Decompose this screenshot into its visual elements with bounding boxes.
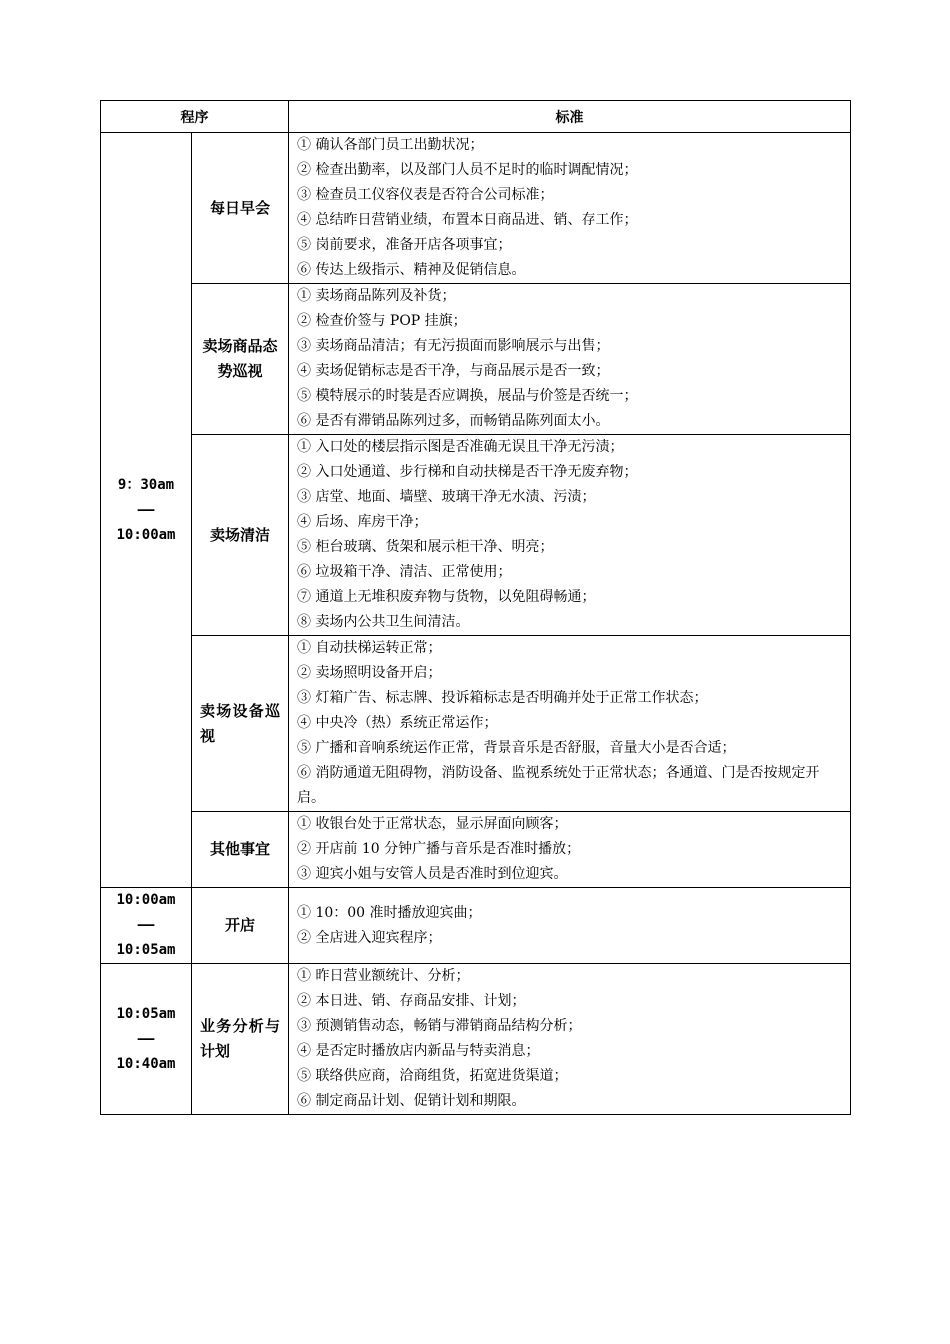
table-body — [101, 133, 851, 1115]
standard-item: ③ 检查员工仪容仪表是否符合公司标准； — [297, 187, 554, 203]
standard-item: ⑤ 模特展示的时装是否应调换，展品与价签是否统一； — [297, 388, 638, 404]
standard-cell — [289, 636, 851, 812]
standard-item: ① 入口处的楼层指示图是否准确无误且干净无污渍； — [297, 439, 624, 455]
standard-item: ④ 总结昨日营销业绩，布置本日商品进、销、存工作； — [297, 212, 638, 228]
header-standard: 标准 — [289, 101, 851, 133]
standard-cell — [289, 435, 851, 636]
standard-item: ① 卖场商品陈列及补货； — [297, 288, 456, 304]
standard-cell — [289, 812, 851, 888]
standard-item: ① 昨日营业额统计、分析； — [297, 968, 470, 984]
procedure-table — [100, 100, 851, 1115]
standard-item: ⑤ 广播和音响系统运作正常，背景音乐是否舒服，音量大小是否合适； — [297, 740, 736, 756]
category-cell: 业务分析与计划 — [192, 964, 289, 1115]
standard-cell — [289, 964, 851, 1115]
standard-item: ④ 后场、库房干净； — [297, 514, 428, 530]
standard-item: ③ 迎宾小姐与安管人员是否准时到位迎宾。 — [297, 866, 568, 882]
time-end: 10:40am — [116, 1055, 176, 1072]
time-start: 10:05am — [116, 1005, 176, 1022]
standard-item: ② 全店进入迎宾程序； — [297, 929, 442, 946]
standard-item: ⑥ 是否有滞销品陈列过多，而畅销品陈列面太小。 — [297, 413, 610, 429]
standard-cell — [289, 284, 851, 435]
time-end: 10:05am — [116, 942, 176, 958]
standard-cell — [289, 133, 851, 284]
time-dash: —— — [137, 1030, 155, 1047]
table-row — [101, 435, 851, 636]
standard-item: ① 收银台处于正常状态，显示屏面向顾客； — [297, 816, 568, 832]
standard-item: ② 本日进、销、存商品安排、计划； — [297, 993, 526, 1009]
standard-item: ③ 灯箱广告、标志牌、投诉箱标志是否明确并处于正常工作状态； — [297, 690, 708, 706]
standard-item: ⑦ 通道上无堆积废弃物与货物，以免阻碍畅通； — [297, 589, 596, 605]
table-row — [101, 636, 851, 812]
time-dash: —— — [137, 501, 155, 518]
category-cell: 其他事宜 — [192, 812, 289, 888]
time-range-cell — [101, 133, 192, 888]
standard-item: ③ 卖场商品清洁；有无污损面而影响展示与出售； — [297, 338, 610, 354]
standard-item: ② 开店前 10 分钟广播与音乐是否准时播放； — [297, 841, 581, 857]
table-row — [101, 133, 851, 284]
standard-item: ⑤ 岗前要求，准备开店各项事宜； — [297, 237, 512, 253]
standard-item: ④ 中央冷（热）系统正常运作； — [297, 715, 498, 731]
time-dash: —— — [137, 917, 155, 933]
category-cell: 卖场清洁 — [192, 435, 289, 636]
time-end: 10:00am — [116, 526, 176, 543]
category-cell: 卖场商品态势巡视 — [192, 284, 289, 435]
category-cell: 开店 — [192, 888, 289, 964]
time-range-cell — [101, 888, 192, 964]
standard-item: ② 检查价签与 POP 挂旗； — [297, 313, 467, 329]
category-cell: 每日早会 — [192, 133, 289, 284]
standard-item: ② 检查出勤率，以及部门人员不足时的临时调配情况； — [297, 162, 638, 178]
standard-item: ⑥ 制定商品计划、促销计划和期限。 — [297, 1093, 526, 1109]
standard-item: ⑥ 垃圾箱干净、清洁、正常使用； — [297, 564, 512, 580]
standard-item: ⑥ 消防通道无阻碍物，消防设备、监视系统处于正常状态；各通道、门是否按规定开启。 — [297, 765, 820, 806]
standard-item: ② 卖场照明设备开启； — [297, 665, 442, 681]
standard-item: ① 自动扶梯运转正常； — [297, 640, 442, 656]
standard-item: ⑤ 联络供应商，洽商组货，拓宽进货渠道； — [297, 1068, 568, 1084]
standard-item: ⑥ 传达上级指示、精神及促销信息。 — [297, 262, 526, 278]
category-cell: 卖场设备巡视 — [192, 636, 289, 812]
time-start: 10:00am — [116, 892, 176, 908]
standard-item: ⑧ 卖场内公共卫生间清洁。 — [297, 614, 470, 630]
time-start: 9：30am — [117, 476, 175, 493]
standard-item: ③ 店堂、地面、墙壁、玻璃干净无水渍、污渍； — [297, 489, 596, 505]
time-range-cell — [101, 964, 192, 1115]
standard-item: ④ 卖场促销标志是否干净，与商品展示是否一致； — [297, 363, 610, 379]
table-row — [101, 964, 851, 1115]
table-row — [101, 284, 851, 435]
standard-item: ④ 是否定时播放店内新品与特卖消息； — [297, 1043, 540, 1059]
table-row — [101, 888, 851, 964]
standard-item: ① 10：00 准时播放迎宾曲； — [297, 904, 482, 921]
standard-item: ② 入口处通道、步行梯和自动扶梯是否干净无废弃物； — [297, 464, 638, 480]
table-header-row — [101, 101, 851, 133]
standard-item: ① 确认各部门员工出勤状况； — [297, 137, 484, 153]
table-row — [101, 812, 851, 888]
standard-item: ⑤ 柜台玻璃、货架和展示柜干净、明亮； — [297, 539, 554, 555]
header-procedure: 程序 — [101, 101, 289, 133]
standard-item: ③ 预测销售动态，畅销与滞销商品结构分析； — [297, 1018, 582, 1034]
standard-cell — [289, 888, 851, 964]
